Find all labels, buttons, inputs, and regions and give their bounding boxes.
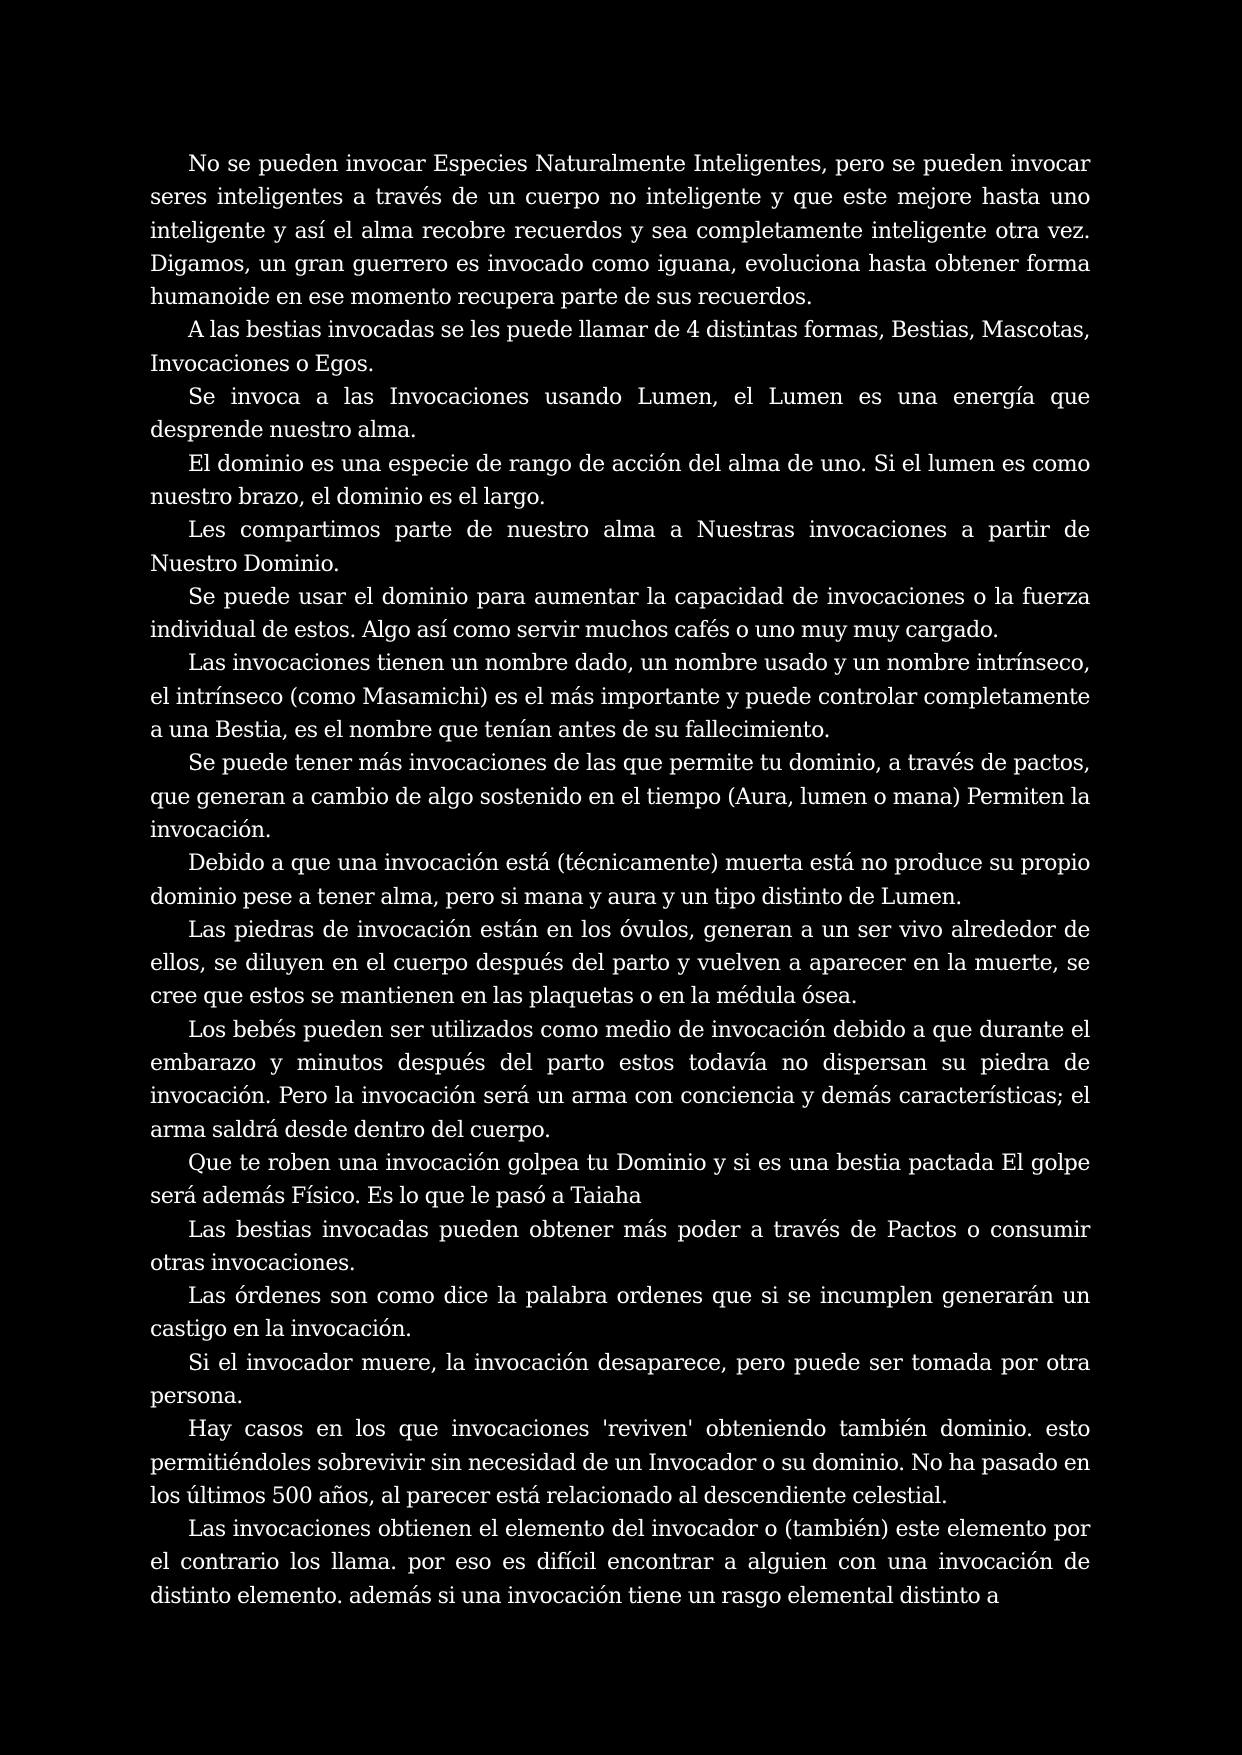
paragraph: Las piedras de invocación están en los óvulos, generan a un ser vivo alrededor de ellos, se diluyen en el cuerpo después del parto y vuelven a aparecer en la muerte, se cree que estos se mantienen en las plaquetas o en la médula ósea. [150, 917, 1090, 1010]
paragraph: No se pueden invocar Especies Naturalmente Inteligentes, pero se pueden invocar seres inteligentes a través de un cuerpo no inteligente y que este mejore hasta uno inteligente y así el alma recobre recuerdos y sea completamente inteligente otra vez. Digamos, un gran guerrero es invocado como iguana, evoluciona hasta obtener forma humanoide en ese momento recupera parte de sus recuerdos. [150, 152, 1090, 311]
paragraph: Los bebés pueden ser utilizados como medio de invocación debido a que durante el embarazo y minutos después del parto estos todavía no dispersan su piedra de invocación. Pero la invocación será un arma con conciencia y demás características; el arma saldrá desde dentro del cuerpo. [150, 1017, 1090, 1143]
paragraph: A las bestias invocadas se les puede llamar de 4 distintas formas, Bestias, Mascotas, Invocaciones o Egos. [150, 318, 1090, 377]
paragraph: Las invocaciones obtienen el elemento del invocador o (también) este elemento por el contrario los llama. por eso es difícil encontrar a alguien con una invocación de distinto elemento. además si una invocación tiene un rasgo elemental distinto a [150, 1517, 1090, 1609]
paragraph: Las invocaciones tienen un nombre dado, un nombre usado y un nombre intrínseco, el intrínseco (como Masamichi) es el más importante y puede controlar completamente a una Bestia, es el nombre que tenían antes de su fallecimiento. [150, 651, 1090, 744]
paragraph: El dominio es una especie de rango de acción del alma de uno. Si el lumen es como nuestro brazo, el dominio es el largo. [150, 451, 1090, 510]
document-page [150, 148, 1090, 1613]
paragraph: Si el invocador muere, la invocación desaparece, pero puede ser tomada por otra persona. [150, 1350, 1090, 1409]
paragraph: Les compartimos parte de nuestro alma a Nuestras invocaciones a partir de Nuestro Dominio. [150, 518, 1090, 577]
paragraph: Que te roben una invocación golpea tu Dominio y si es una bestia pactada El golpe será además Físico. Es lo que le pasó a Taiaha [150, 1150, 1090, 1210]
paragraph: Las bestias invocadas pueden obtener más poder a través de Pactos o consumir otras invocaciones. [150, 1217, 1090, 1276]
paragraph: Las órdenes son como dice la palabra ordenes que si se incumplen generarán un castigo en la invocación. [150, 1284, 1090, 1343]
paragraph: Se puede usar el dominio para aumentar la capacidad de invocaciones o la fuerza individual de estos. Algo así como servir muchos cafés o uno muy muy cargado. [150, 584, 1090, 644]
paragraph: Se puede tener más invocaciones de las que permite tu dominio, a través de pactos, que generan a cambio de algo sostenido en el tiempo (Aura, lumen o mana) Permiten la invocación. [150, 751, 1090, 843]
paragraph: Hay casos en los que invocaciones 'reviven' obteniendo también dominio. esto permitiéndoles sobrevivir sin necesidad de un Invocador o su dominio. No ha pasado en los últimos 500 años, al parecer está relacionado al descendiente celestial. [150, 1417, 1090, 1509]
paragraph: Se invoca a las Invocaciones usando Lumen, el Lumen es una energía que desprende nuestro alma. [150, 385, 1090, 444]
paragraph: Debido a que una invocación está (técnicamente) muerta está no produce su propio dominio pese a tener alma, pero si mana y aura y un tipo distinto de Lumen. [150, 851, 1090, 910]
